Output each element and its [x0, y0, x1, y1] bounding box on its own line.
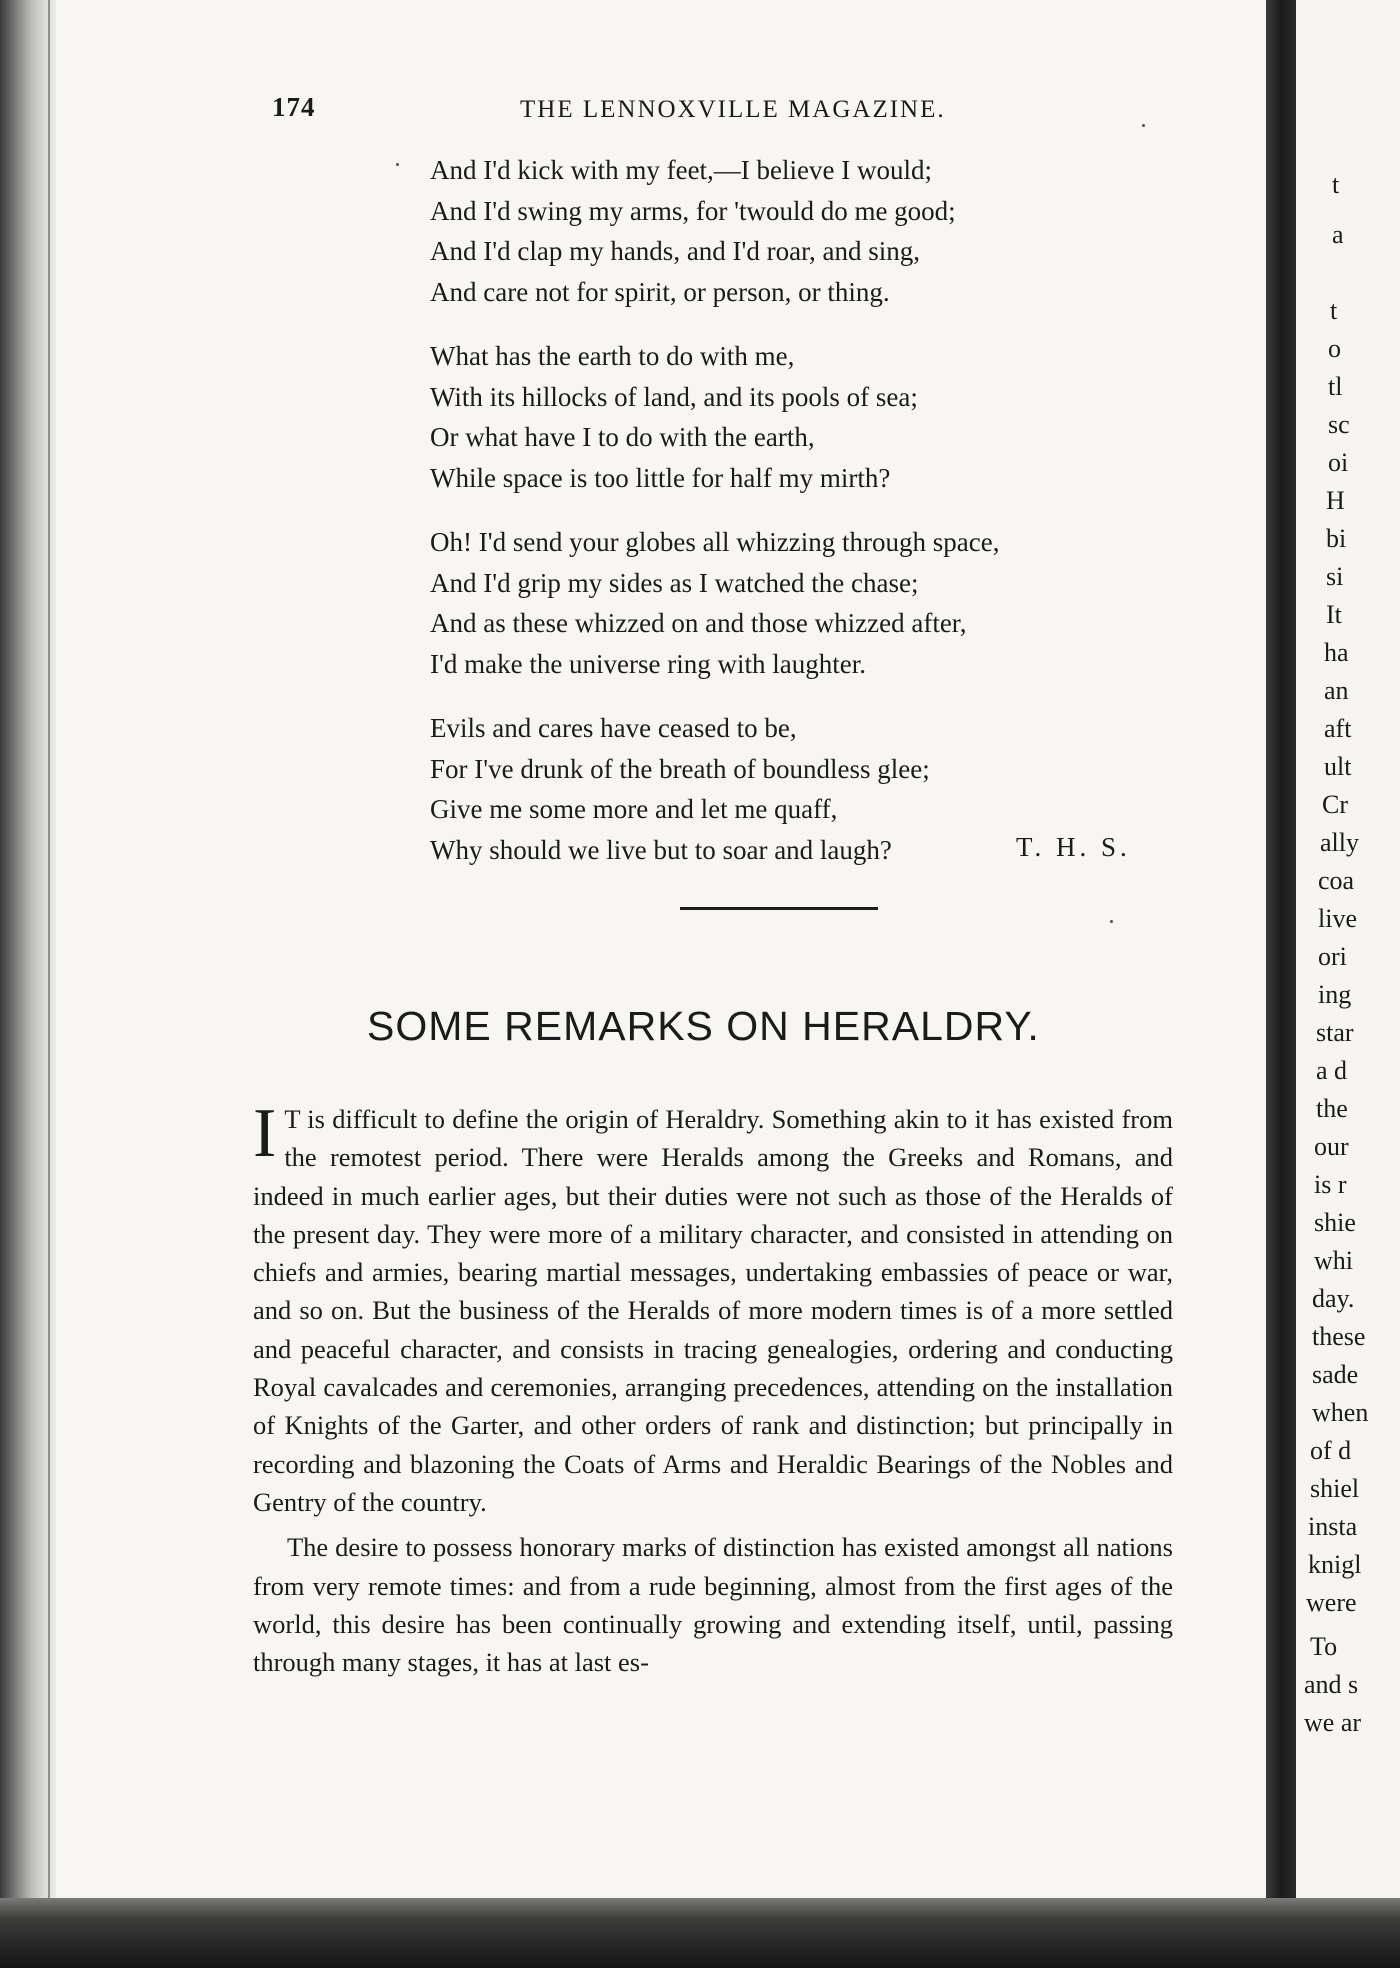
facing-page-fragment: when — [1312, 1398, 1369, 1427]
poem-line: With its hillocks of land, and its pools of sea; — [430, 381, 918, 412]
facing-page-fragment: Cr — [1322, 790, 1348, 819]
facing-page-fragment: oi — [1328, 448, 1349, 477]
drop-cap: I — [253, 1095, 277, 1172]
facing-page-fragment: live — [1318, 904, 1357, 933]
facing-page-fragment: sc — [1328, 410, 1350, 439]
facing-page-fragment: we ar — [1304, 1708, 1362, 1737]
facing-page-fragment: t — [1332, 170, 1340, 199]
poem-line: Oh! I'd send your globes all whizzing through space, — [430, 527, 1000, 557]
facing-page-fragment: of d — [1310, 1436, 1352, 1465]
poem-line: And I'd clap my hands, and I'd roar, and sing, — [430, 236, 921, 266]
facing-page-fragment: ing — [1318, 980, 1352, 1009]
facing-page-fragment: whi — [1314, 1246, 1353, 1275]
paragraph-text: T is difficult to define the origin of Heraldry. Something akin to it has existed from the remotest period. There were Heralds among the Greeks and Romans, and indeed in much earlier ages, but their duties were not such as those of the Heralds of the present day. They were more of a military character, and consisted in attending on chiefs and armies, bearing martial messages, undertaking embassies of peace or war, and so on. But the business of the Heralds of more modern times is of a more settled and peaceful character, and consists in tracing genealogies, ordering and conducting Royal cavalcades and ceremonies, arranging precedences, attending on the installation of Knights of the Garter, and other orders of rank and distinction; but principally in recording and blazoning the Coats of Arms and Heraldic Bearings of the Nobles and Gentry of the country. — [253, 1104, 1173, 1517]
scan-speck — [1142, 124, 1145, 127]
facing-page-edge — [1296, 0, 1400, 1900]
facing-page-fragment: these — [1312, 1322, 1366, 1351]
facing-page-fragment: an — [1324, 676, 1349, 705]
poem-line: And care not for spirit, or person, or thing. — [430, 276, 890, 307]
facing-page-fragment: day. — [1312, 1284, 1355, 1313]
facing-page-fragment: the — [1316, 1094, 1348, 1123]
book-gutter — [1266, 0, 1296, 1900]
running-title: THE LENNOXVILLE MAGAZINE. — [520, 96, 946, 123]
poem-line: Give me some more and let me quaff, — [430, 794, 838, 824]
poem-stanza — [430, 522, 1150, 684]
facing-page-fragment: bi — [1326, 524, 1347, 553]
facing-page-fragment: si — [1326, 562, 1344, 591]
poem-line: While space is too little for half my mirth? — [430, 462, 891, 493]
facing-page-fragment: ha — [1324, 638, 1349, 667]
facing-page-fragment: is r — [1314, 1170, 1347, 1199]
poem-line: Or what have I to do with the earth, — [430, 422, 815, 452]
scan-speck — [1110, 920, 1113, 923]
facing-page-fragment: ally — [1320, 828, 1359, 857]
article-paragraph — [253, 1095, 1173, 1521]
facing-page-fragment: It — [1326, 600, 1342, 629]
facing-page-fragment: H — [1326, 486, 1345, 515]
facing-page-fragment: tl — [1328, 372, 1343, 401]
poem-line: And I'd grip my sides as I watched the chase; — [430, 567, 919, 598]
facing-page-fragment: shie — [1314, 1208, 1356, 1237]
facing-page-fragment: sade — [1312, 1360, 1359, 1389]
poem-line: And I'd swing my arms, for 'twould do me good; — [430, 195, 956, 226]
scan-border-bottom — [0, 1898, 1400, 1968]
poem-signature: T. H. S. — [1016, 832, 1131, 862]
poem-stanza — [430, 336, 1150, 498]
poem-line: And I'd kick with my feet,—I believe I would; — [430, 155, 932, 185]
facing-page-text — [1296, 0, 1400, 1900]
page-number: 174 — [272, 92, 316, 122]
facing-page-fragment: o — [1328, 334, 1341, 363]
article-body — [253, 1095, 1173, 1681]
article-paragraph: The desire to possess honorary marks of distinction has existed amongst all nations from very remote times: and from a rude beginning, almost from the first ages of the world, this desire has been continually growing and extending itself, until, passing through many stages, it has at last es- — [253, 1532, 1173, 1678]
poem-line: I'd make the universe ring with laughter. — [430, 648, 866, 679]
facing-page-fragment: aft — [1324, 714, 1352, 743]
facing-page-fragment: ori — [1318, 942, 1347, 971]
facing-page-fragment: insta — [1308, 1512, 1358, 1541]
facing-page-fragment: ult — [1324, 752, 1352, 781]
facing-page-fragment: were — [1306, 1588, 1357, 1617]
article-title: SOME REMARKS ON HERALDRY. — [367, 1003, 1040, 1049]
poem-line: What has the earth to do with me, — [430, 341, 795, 371]
scan-speck — [396, 163, 399, 166]
facing-page-fragment: knigl — [1308, 1550, 1362, 1579]
section-divider — [680, 907, 878, 910]
facing-page-fragment: shiel — [1310, 1474, 1360, 1503]
poem-line: Why should we live but to soar and laugh? — [430, 834, 892, 865]
facing-page-fragment: coa — [1318, 866, 1355, 895]
facing-page-fragment: a d — [1316, 1056, 1348, 1085]
poem-stanza — [430, 150, 1150, 312]
poem-line: And as these whizzed on and those whizzed after, — [430, 608, 967, 638]
book-binding-left — [0, 0, 56, 1968]
facing-page-fragment: and s — [1304, 1670, 1359, 1699]
facing-page-fragment: To — [1310, 1632, 1338, 1661]
poem — [430, 150, 1150, 894]
poem-line: Evils and cares have ceased to be, — [430, 713, 797, 743]
poem-line: For I've drunk of the breath of boundless glee; — [430, 753, 930, 784]
facing-page-fragment: our — [1314, 1132, 1349, 1161]
facing-page-fragment: star — [1316, 1018, 1354, 1047]
facing-page-fragment: t — [1330, 296, 1338, 325]
facing-page-fragment: a — [1332, 220, 1344, 249]
